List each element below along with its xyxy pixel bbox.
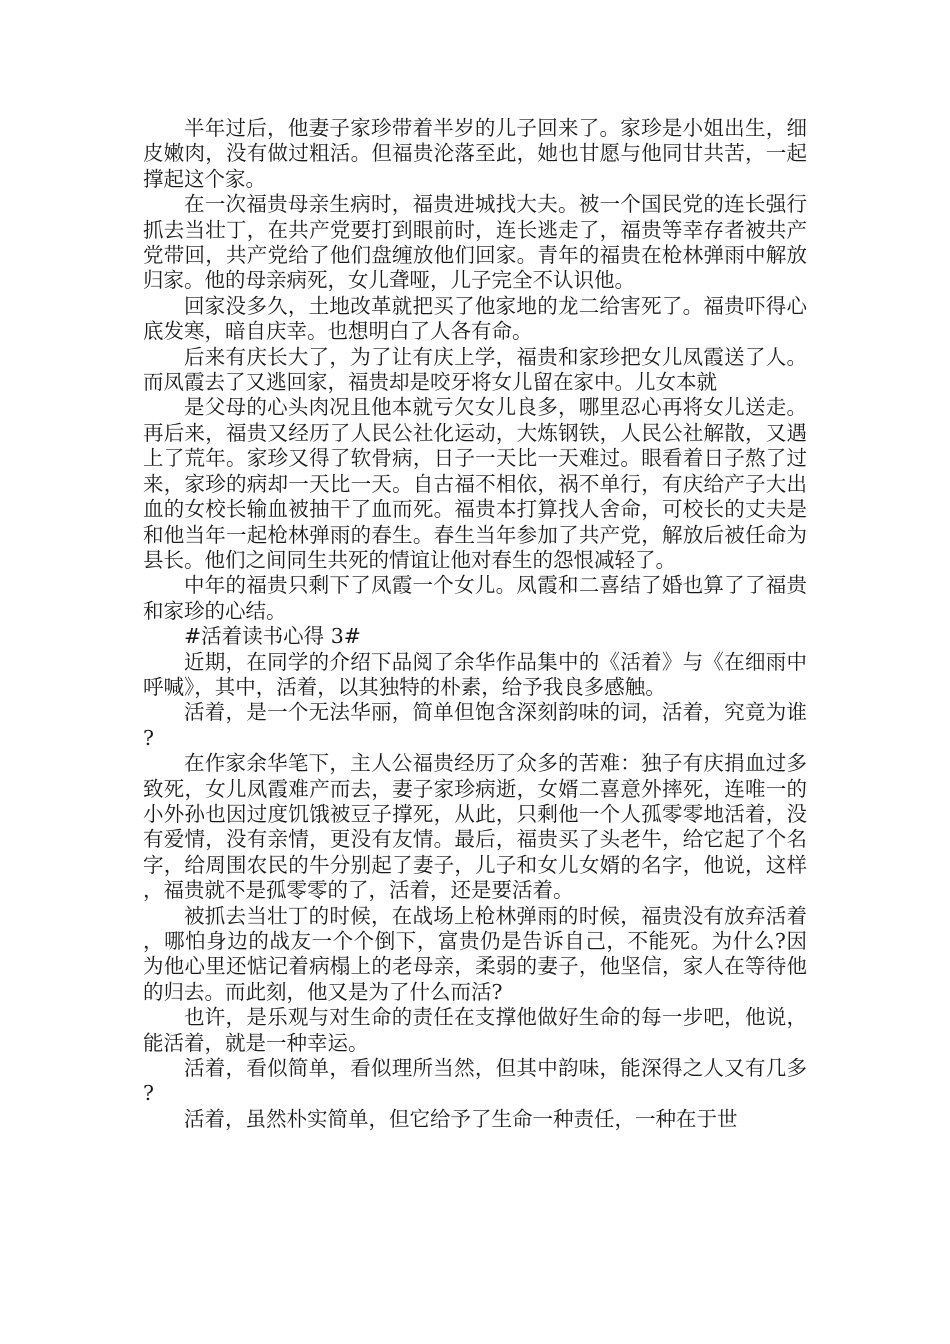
paragraph: 近期，在同学的介绍下品阅了余华作品集中的《活着》与《在细雨中呼喊》，其中，活着，以其独特的朴素，给予我良多感触。: [143, 649, 807, 699]
paragraph: 也许，是乐观与对生命的责任在支撑他做好生命的每一步吧，他说，能活着，就是一种幸运。: [143, 1005, 807, 1055]
section-heading: #活着读书心得 3#: [184, 624, 361, 649]
paragraph: 半年过后，他妻子家珍带着半岁的儿子回来了。家珍是小姐出生，细皮嫩肉，没有做过粗活。但福贵沦落至此，她也甘愿与他同甘共苦，一起撑起这个家。: [143, 116, 807, 191]
document-page: [143, 116, 807, 1132]
paragraph: 活着，是一个无法华丽，简单但饱含深刻韵味的词，活着，究竟为谁?: [143, 700, 807, 750]
paragraph: 活着，虽然朴实简单，但它给予了生命一种责任，一种在于世: [184, 1106, 738, 1131]
paragraph: 中年的福贵只剩下了凤霞一个女儿。凤霞和二喜结了婚也算了了福贵和家珍的心结。: [143, 573, 807, 623]
paragraph: 被抓去当壮丁的时候，在战场上枪林弹雨的时候，福贵没有放弃活着，哪怕身边的战友一个个倒下，富贵仍是告诉自己，不能死。为什么?因为他心里还惦记着病榻上的老母亲，柔弱的妻子，他坚信，家人在等待他的归去。而此刻，他又是为了什么而活?: [143, 903, 807, 1004]
paragraph: 后来有庆长大了，为了让有庆上学，福贵和家珍把女儿凤霞送了人。而凤霞去了又逃回家，福贵却是咬牙将女儿留在家中。儿女本就: [143, 344, 807, 395]
paragraph: 回家没多久，土地改革就把买了他家地的龙二给害死了。福贵吓得心底发寒，暗自庆幸。也想明白了人各有命。: [143, 293, 807, 344]
paragraph: 活着，看似简单，看似理所当然，但其中韵味，能深得之人又有几多?: [143, 1056, 807, 1106]
paragraph: 是父母的心头肉况且他本就亏欠女儿良多，哪里忍心再将女儿送走。再后来，福贵又经历了人民公社化运动，大炼钢铁，人民公社解散，又遇上了荒年。家珍又得了软骨病，日子一天比一天难过。眼看着日子熬了过来，家珍的病却一天比一天。自古福不相依，祸不单行，有庆给产子大出血的女校长输血被抽干了血而死。福贵本打算找人舍命，可校长的丈夫是和他当年一起枪林弹雨的春生。春生当年参加了共产党，解放后被任命为县长。他们之间同生共死的情谊让他对春生的怨恨减轻了。: [143, 395, 807, 572]
paragraph: 在一次福贵母亲生病时，福贵进城找大夫。被一个国民党的连长强行抓去当壮丁，在共产党要打到眼前时，连长逃走了，福贵等幸存者被共产党带回，共产党给了他们盘缠放他们回家。青年的福贵在枪林弹雨中解放归家。他的母亲病死，女儿聋哑，儿子完全不认识他。: [143, 192, 807, 293]
paragraph: 在作家余华笔下，主人公福贵经历了众多的苦难：独子有庆捐血过多致死，女儿凤霞难产而去，妻子家珍病逝，女婿二喜意外摔死，连唯一的小外孙也因过度饥饿被豆子撑死，从此，只剩他一个人孤零零地活着，没有爱情，没有亲情，更没有友情。最后，福贵买了头老牛，给它起了个名字，给周围农民的牛分别起了妻子，儿子和女儿女婿的名字，他说，这样，福贵就不是孤零零的了，活着，还是要活着。: [143, 751, 807, 903]
